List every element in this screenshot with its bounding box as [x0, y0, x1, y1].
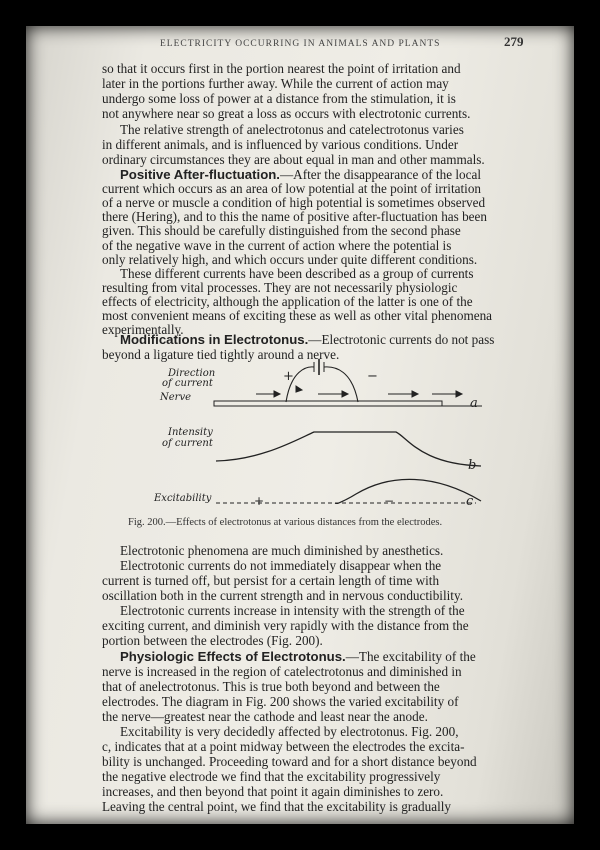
text-line: bility is unchanged. Proceeding toward and for a short distance beyond — [102, 754, 477, 769]
text-line: the nerve—greatest near the cathode and least near the anode. — [102, 709, 428, 724]
text-line: electrodes. The diagram in Fig. 200 shows the varied excitability of — [102, 694, 459, 709]
label-plus-2: + — [254, 494, 265, 508]
label-a: a — [470, 396, 478, 411]
text-line: the negative electrode we find that the excitability progressively — [102, 769, 441, 784]
section-heading: Positive After-fluctuation. — [120, 167, 280, 182]
section-heading-line — [120, 167, 481, 182]
text-line: Electrotonic phenomena are much diminished by anesthetics. — [120, 543, 444, 558]
text-line: only relatively high, and which occurs under quite different conditions. — [102, 251, 478, 267]
page-number: 279 — [504, 34, 524, 49]
label-plus: + — [283, 369, 294, 384]
text-line: so that it occurs first in the portion nearest the point of irritation and — [102, 61, 461, 76]
figure-caption: Fig. 200.—Effects of electrotonus at various distances from the electrodes. — [128, 517, 443, 528]
text-line: most convenient means of exciting these as well as other vital phenomena — [102, 308, 493, 323]
text-line: —Electrotonic currents do not pass — [308, 332, 495, 347]
text-line: oscillation both in the current strength and in nervous conductibility. — [102, 588, 463, 603]
label-minus-2: − — [384, 494, 395, 508]
text-line: increases, and then beyond that point it again diminishes to zero. — [102, 784, 444, 799]
section-heading-line — [120, 332, 494, 347]
label-nerve: Nerve — [160, 392, 192, 403]
book-page — [26, 26, 574, 824]
text-line: Excitability is very decidedly affected by electrotonus. Fig. 200, — [120, 724, 459, 739]
text-line: exciting current, and diminish very rapidly with the distance from the — [102, 618, 469, 633]
text-line: effects of electricity, although the application of the latter is one of the — [102, 293, 473, 309]
text-line: portion between the electrodes (Fig. 200). — [102, 633, 323, 648]
text-line: there (Hering), and to this the name of positive after-fluctuation has been — [102, 209, 487, 225]
text-line: ordinary circumstances they are about equal in man and other mammals. — [102, 152, 485, 167]
label-excitability: Excitability — [154, 493, 212, 504]
text-line: undergo some loss of power at a distance from the stimulation, it is — [102, 91, 456, 106]
text-line: current is turned off, but persist for a certain length of time with — [102, 573, 440, 588]
text-line: —The excitability of the — [345, 649, 476, 664]
label-minus: − — [367, 369, 378, 384]
excitability-curve — [234, 479, 481, 508]
running-title: ELECTRICITY OCCURRING IN ANIMALS AND PLANTS — [160, 39, 441, 49]
text-line: c, indicates that at a point midway between the electrodes the excita- — [102, 739, 465, 754]
section-heading: Modifications in Electrotonus. — [120, 332, 309, 347]
label-intensity: Intensity — [168, 427, 213, 438]
text-line: that of anelectrotonus. This is true both beyond and between the — [102, 679, 440, 694]
text-line: —After the disappearance of the local — [279, 167, 481, 182]
text-line: not anywhere near so great a loss as occurs with electrotonic currents. — [102, 106, 471, 121]
label-b: b — [468, 458, 477, 473]
text-line: current which occurs as an area of low potential at the point of irritation — [102, 181, 482, 197]
text-line: Electrotonic currents do not immediately disappear when the — [120, 558, 442, 573]
nerve-bar — [214, 401, 442, 406]
text-line: These different currents have been described as a group of currents — [120, 265, 474, 281]
text-line: later in the portions further away. While the current of action may — [102, 76, 449, 91]
text-line: in different animals, and is influenced by various conditions. Under — [102, 137, 459, 152]
label-direction: Direction — [168, 368, 216, 379]
text-line: of the negative wave in the current of action where the potential is — [102, 237, 452, 253]
text-line: Electrotonic currents increase in intensity with the strength of the — [120, 603, 465, 618]
text-line: Leaving the central point, we find that the excitability is gradually — [102, 799, 451, 814]
text-line: experimentally. — [102, 322, 184, 338]
section-heading-line — [120, 649, 476, 664]
label-of-current-2: of current — [162, 438, 213, 449]
text-line: beyond a ligature tied tightly around a nerve. — [102, 347, 340, 362]
text-line: of a nerve or muscle a condition of high potential is sometimes observed — [102, 195, 486, 211]
text-line: given. This should be carefully distinguished from the second phase — [102, 223, 461, 239]
label-of-current: of current — [162, 378, 213, 389]
text-line: The relative strength of anelectrotonus and catelectrotonus varies — [120, 122, 464, 137]
text-line: resulting from vital processes. They are not necessarily physiologic — [102, 279, 458, 295]
label-c: c — [466, 494, 474, 509]
text-line: nerve is increased in the region of catelectrotonus and diminished in — [102, 664, 462, 679]
circuit-wire — [324, 367, 358, 402]
intensity-curve — [216, 432, 481, 466]
section-heading: Physiologic Effects of Electrotonus. — [120, 649, 346, 664]
